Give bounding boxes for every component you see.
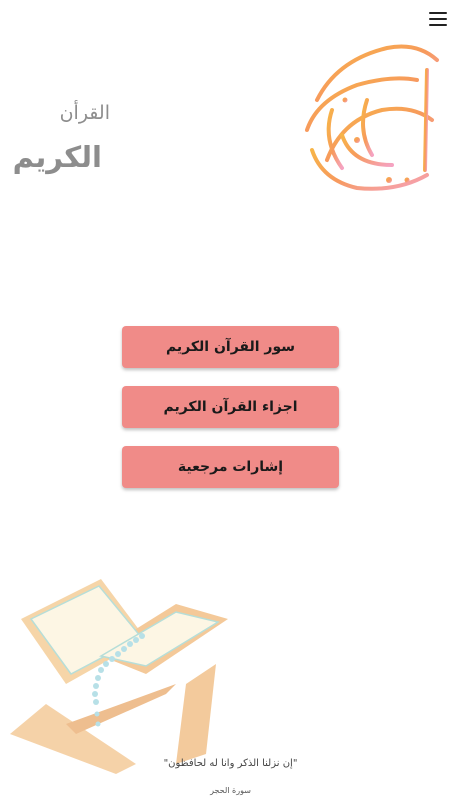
quran-calligraphy-logo <box>297 40 449 195</box>
quran-verse: "إن نزلنا الذكر وانا له لحافظون" <box>163 758 298 769</box>
quran-stand-illustration <box>6 574 232 774</box>
app-title-line2: الكريم <box>12 140 102 174</box>
app-title-line1: القرأن <box>59 102 110 124</box>
menu-icon[interactable] <box>429 12 447 26</box>
surah-reference: سورة الحجر <box>210 786 251 795</box>
bookmarks-button[interactable]: إشارات مرجعية <box>122 446 339 488</box>
juz-button[interactable]: اجزاء القرآن الكريم <box>122 386 339 428</box>
surahs-button[interactable]: سور القرآن الكريم <box>122 326 339 368</box>
